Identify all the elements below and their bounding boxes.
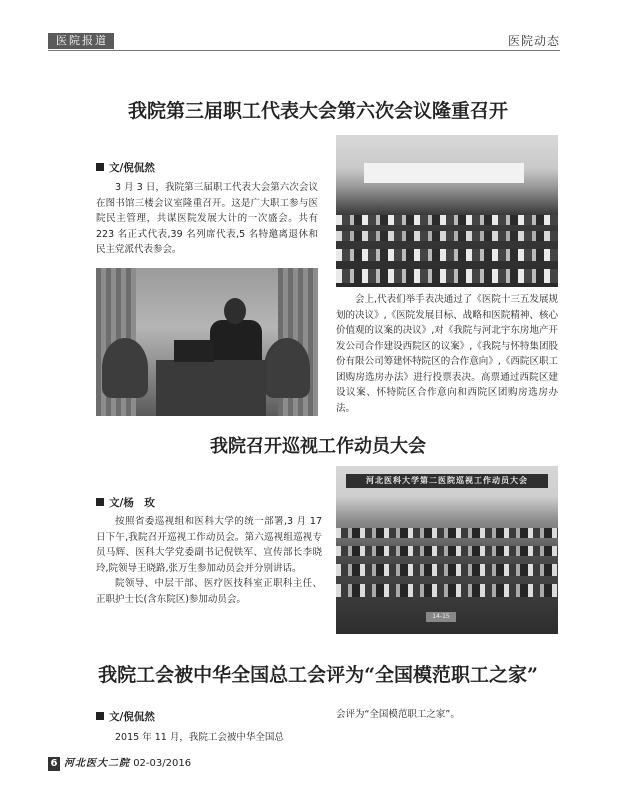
section-category: 医院动态	[507, 34, 560, 48]
meeting-banner: 河北医科大学第二医院巡视工作动员大会	[346, 474, 548, 488]
article2-author-text: 文/杨 玫	[109, 497, 155, 509]
audience-row	[336, 249, 558, 261]
article3-para-left-text: 2015 年 11 月，我院工会被中华全国总	[115, 732, 284, 743]
speaker-photo	[96, 268, 318, 416]
audience-row	[336, 584, 558, 597]
article2-body	[96, 514, 322, 607]
audience-row	[336, 528, 558, 538]
article3-title: 我院工会被中华全国总工会评为“全国模范职工之家”	[98, 664, 538, 686]
article1-paragraph1	[96, 180, 318, 258]
article2-title: 我院召开巡视工作动员大会	[210, 436, 426, 457]
article1-author-text: 文/倪侃然	[109, 162, 155, 174]
journal-name: 河北医大二院	[64, 758, 130, 769]
article3-para-right-text: 会评为“全国模范职工之家”。	[336, 709, 460, 720]
potted-plant	[264, 338, 310, 398]
article2-author	[96, 495, 155, 510]
article3-paragraph-right	[336, 707, 558, 723]
page-number: 6	[48, 757, 60, 771]
seat-sign: 14-15	[426, 612, 456, 622]
article1-title: 我院第三届职工代表大会第六次会议隆重召开	[127, 100, 508, 122]
article2-para2-text: 院领导、中层干部、医疗医技科室正职科主任、正职护士长(含东院区)参加动员会。	[96, 578, 322, 605]
mobilization-meeting-photo	[336, 466, 558, 634]
article1-author	[96, 160, 155, 175]
journal-info	[64, 757, 191, 771]
laptop	[174, 340, 214, 362]
speaker-head	[224, 298, 246, 324]
section-label: 医院报道	[56, 34, 108, 47]
article3-author-text: 文/倪侃然	[109, 711, 155, 723]
audience-row	[336, 546, 558, 556]
stage-screen	[364, 163, 524, 183]
bullet-square-icon	[96, 498, 104, 506]
article2-para1-text: 按照省委巡视组和医科大学的统一部署,3 月 17 日下午,我院召开巡视工作动员会。第六巡视组巡视专员马辉、医科大学党委副书记倪铁军、宣传部长李晓玲,院领导王晓路,张万生参加动员会并分别讲话。	[96, 516, 322, 574]
header-rule	[48, 50, 560, 51]
bullet-square-icon	[96, 163, 104, 171]
potted-plant	[102, 338, 148, 398]
article1-para2-text: 会上,代表们举手表决通过了《医院十三五发展规划的决议》,《医院发展目标、战略和医院精神、核心价值观的议案的决议》,对《我院与河北宇东房地产开发公司合作建设西院区的议案》,《我院与怀特集团股份有限公司筹建怀特院区的合作意向》,《西院区职工团购房选房办法》进行投票表决。高票通过西院区建设议案、怀特院区合作意向和西院区团购房选房办法。	[336, 294, 558, 414]
bullet-square-icon	[96, 712, 104, 720]
article3-author	[96, 709, 155, 724]
audience-row	[336, 215, 558, 225]
article3-paragraph-left	[96, 730, 326, 746]
article1-paragraph2	[336, 292, 558, 416]
audience-row	[336, 564, 558, 576]
article1-para1-text: 3 月 3 日，我院第三届职工代表大会第六次会议在图书馆三楼会议室隆重召开。这是广大职工参与医院民主管理，共谋医院发展大计的一次盛会。共有 223 名正式代表,39 名列席代表,5 名特邀离退休和民主党派代表参会。	[96, 182, 318, 255]
journal-issue: 02-03/2016	[133, 758, 192, 769]
audience-row	[336, 269, 558, 283]
audience-row	[336, 231, 558, 241]
meeting-hall-photo	[336, 135, 558, 287]
podium-desk	[156, 360, 266, 416]
